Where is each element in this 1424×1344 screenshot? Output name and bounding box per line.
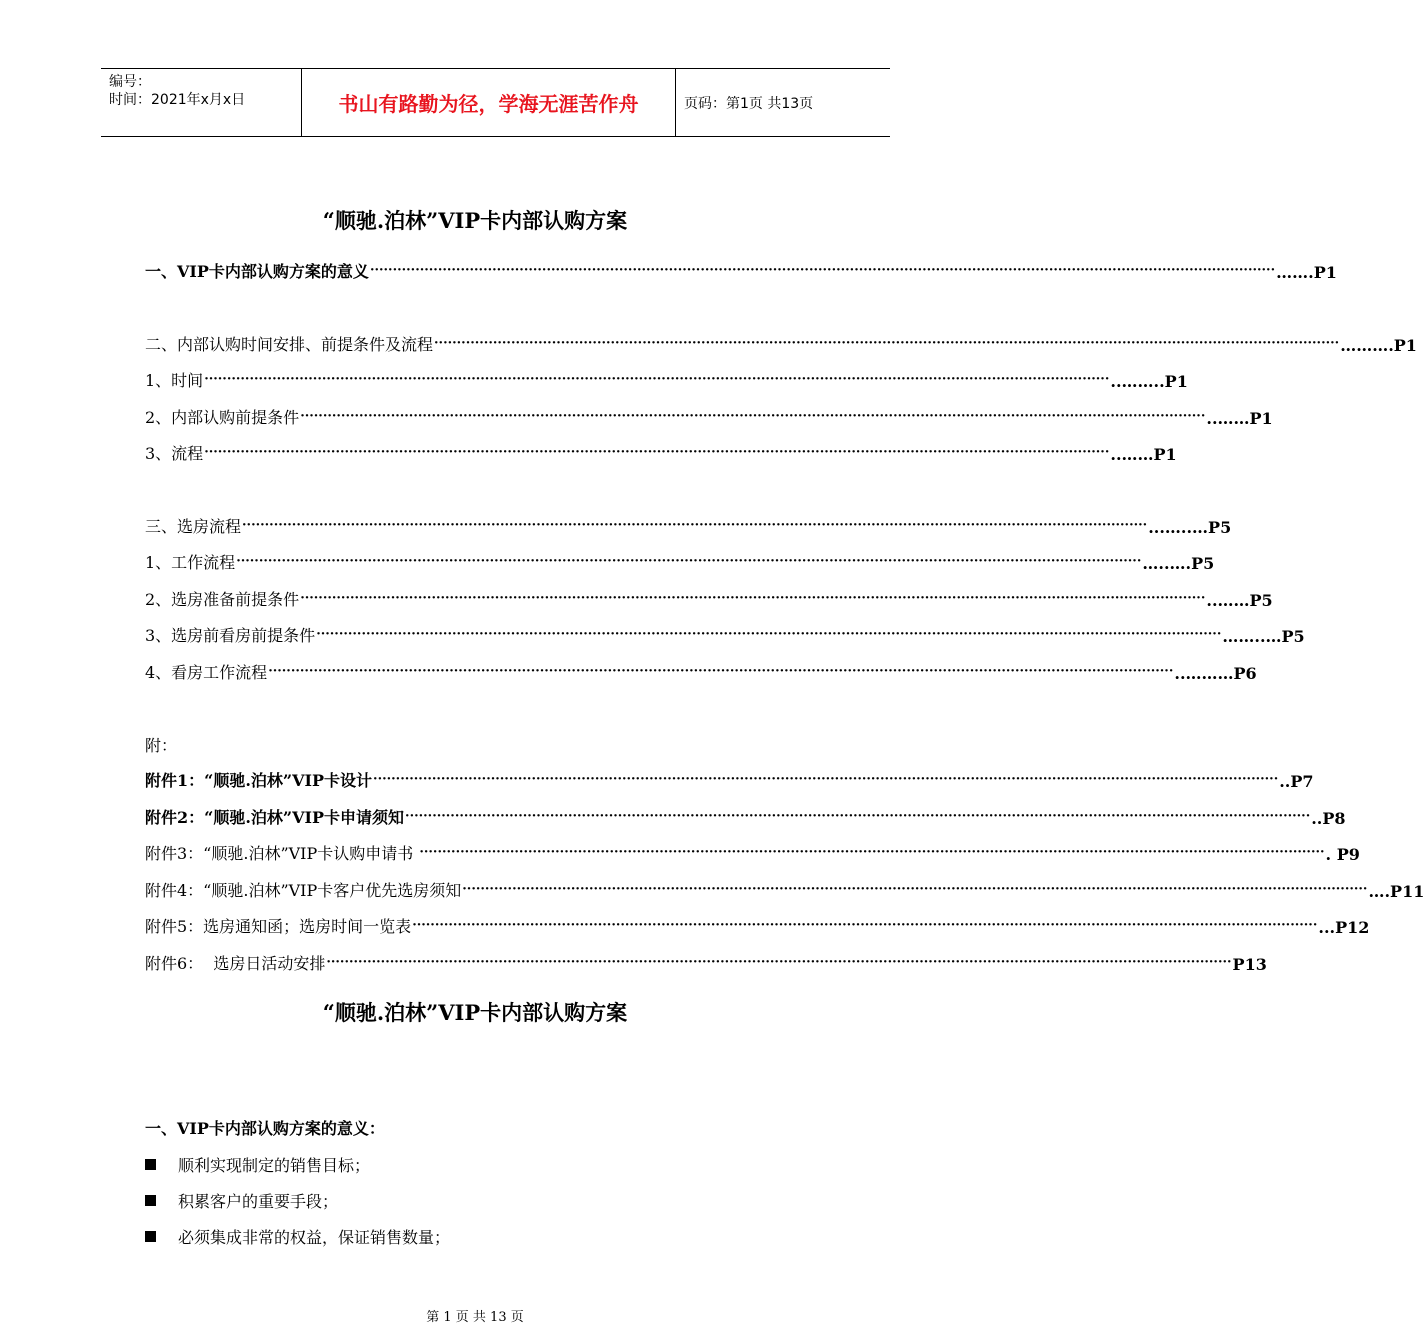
toc-entry[interactable] xyxy=(145,551,1215,573)
header-table xyxy=(101,68,890,137)
appendix-entry-label: 附件1：“顺驰.泊林”VIP卡设计 xyxy=(145,771,373,790)
toc-entry-page: ..……P1 xyxy=(1110,445,1177,464)
toc-entry[interactable] xyxy=(145,333,1417,355)
toc-leader-dots: ········································································································································································································ xyxy=(300,409,1206,424)
toc-leader-dots: ········································································································································································································ xyxy=(434,336,1340,351)
appendix-entry[interactable] xyxy=(145,879,1424,901)
appendix-entry-label: 附件2：“顺驰.泊林”VIP卡申请须知 xyxy=(145,808,405,827)
toc-entry[interactable] xyxy=(145,406,1273,428)
toc-entry-page: ……..…P5 xyxy=(1222,627,1305,646)
appendix-entry[interactable] xyxy=(145,952,1267,974)
bullet-square-icon xyxy=(145,1231,156,1242)
header-left-cell xyxy=(109,73,299,109)
toc-entry-label: 4、看房工作流程 xyxy=(145,663,268,682)
toc-leader-dots: ········································································································································································································ xyxy=(242,518,1148,533)
bullet-text: 顺利实现制定的销售目标； xyxy=(178,1156,371,1175)
toc-entry-page: …….P1 xyxy=(1276,263,1337,282)
appendix-entry-page: . P9 xyxy=(1325,845,1360,864)
toc-leader-dots: ········································································································································································································ xyxy=(204,372,1110,387)
toc-entry-page: ……….P1 xyxy=(1340,336,1417,355)
toc-leader-dots: ········································································································································································································ xyxy=(268,664,1174,679)
toc-entry-label: 一、VIP卡内部认购方案的意义 xyxy=(145,262,369,281)
bullet-item xyxy=(145,1153,370,1176)
appendix-entry-page: ...P12 xyxy=(1318,918,1370,937)
appendix-entry[interactable] xyxy=(145,769,1314,791)
toc-entry-page: ..……..P1 xyxy=(1110,372,1188,391)
appendix-entry-page: P13 xyxy=(1232,955,1267,974)
toc-entry-label: 2、选房准备前提条件 xyxy=(145,590,300,609)
appendix-entry-label: 附件4：“顺驰.泊林”VIP卡客户优先选房须知 xyxy=(145,881,462,900)
appendix-entry[interactable] xyxy=(145,842,1360,864)
appendix-entry-page: ..P7 xyxy=(1279,772,1314,791)
header-motto: 书山有路勤为径，学海无涯苦作舟 xyxy=(338,92,639,116)
section-heading: 一、VIP卡内部认购方案的意义： xyxy=(145,1119,385,1138)
bullet-text: 积累客户的重要手段； xyxy=(178,1192,339,1211)
appendix-heading: 附： xyxy=(145,736,178,755)
toc-entry-page: ..……P5 xyxy=(1206,591,1273,610)
bullet-square-icon xyxy=(145,1159,156,1170)
toc-entry-label: 二、内部认购时间安排、前提条件及流程 xyxy=(145,335,434,354)
toc-leader-dots: ········································································································································································································ xyxy=(462,882,1368,897)
number-label: 编号： xyxy=(109,74,151,90)
toc-leader-dots: ········································································································································································································ xyxy=(326,955,1232,970)
bullet-item xyxy=(145,1225,450,1248)
appendix-entry-page: ….P11 xyxy=(1368,882,1424,901)
toc-entry-page: ..……P1 xyxy=(1206,409,1273,428)
toc-entry-label: 1、工作流程 xyxy=(145,553,236,572)
toc-entry[interactable] xyxy=(145,624,1305,646)
toc-entry-label: 3、选房前看房前提条件 xyxy=(145,626,316,645)
toc-entry[interactable] xyxy=(145,661,1257,683)
toc-leader-dots: ········································································································································································································ xyxy=(204,445,1110,460)
appendix-entry-label: 附件6： 选房日活动安排 xyxy=(145,954,326,973)
toc-entry[interactable] xyxy=(145,442,1177,464)
document-title: “顺驰.泊林”VIP卡内部认购方案 xyxy=(322,208,628,233)
toc-entry-label: 3、流程 xyxy=(145,444,204,463)
appendix-entry-page: ..P8 xyxy=(1311,809,1346,828)
time-label: 时间：2021年x月x日 xyxy=(109,92,246,108)
section-title: “顺驰.泊林”VIP卡内部认购方案 xyxy=(322,1000,628,1025)
toc-leader-dots: ········································································································································································································ xyxy=(405,809,1311,824)
toc-entry-label: 1、时间 xyxy=(145,371,204,390)
toc-entry-label: 2、内部认购前提条件 xyxy=(145,408,300,427)
appendix-entry-label: 附件3：“顺驰.泊林”VIP卡认购申请书 xyxy=(145,844,419,863)
appendix-entry[interactable] xyxy=(145,806,1346,828)
toc-entry-page: …..….P5 xyxy=(1142,554,1215,573)
bullet-item xyxy=(145,1189,338,1212)
bullet-square-icon xyxy=(145,1195,156,1206)
toc-entry-label: 三、选房流程 xyxy=(145,517,242,536)
toc-entry[interactable] xyxy=(145,260,1337,282)
toc-entry[interactable] xyxy=(145,369,1188,391)
header-divider xyxy=(675,69,676,136)
appendix-heading-row xyxy=(145,734,805,756)
toc-leader-dots: ········································································································································································································ xyxy=(369,263,1276,278)
toc-leader-dots: ········································································································································································································ xyxy=(419,845,1325,860)
toc-entry[interactable] xyxy=(145,515,1232,537)
toc-entry[interactable] xyxy=(145,588,1273,610)
appendix-entry[interactable] xyxy=(145,915,1370,937)
header-page-label: 页码：第1页 共13页 xyxy=(684,95,814,112)
toc-leader-dots: ········································································································································································································ xyxy=(412,918,1318,933)
toc-entry-page: ...…..…P5 xyxy=(1148,518,1232,537)
appendix-entry-label: 附件5：选房通知函；选房时间一览表 xyxy=(145,917,412,936)
toc-entry-page: ..………P6 xyxy=(1174,664,1257,683)
toc-leader-dots: ········································································································································································································ xyxy=(236,554,1142,569)
bullet-text: 必须集成非常的权益，保证销售数量； xyxy=(178,1228,451,1247)
toc-leader-dots: ········································································································································································································ xyxy=(316,627,1222,642)
toc-leader-dots: ········································································································································································································ xyxy=(300,591,1206,606)
page-footer: 第 1 页 共 13 页 xyxy=(426,1310,524,1325)
toc-leader-dots: ········································································································································································································ xyxy=(373,772,1279,787)
